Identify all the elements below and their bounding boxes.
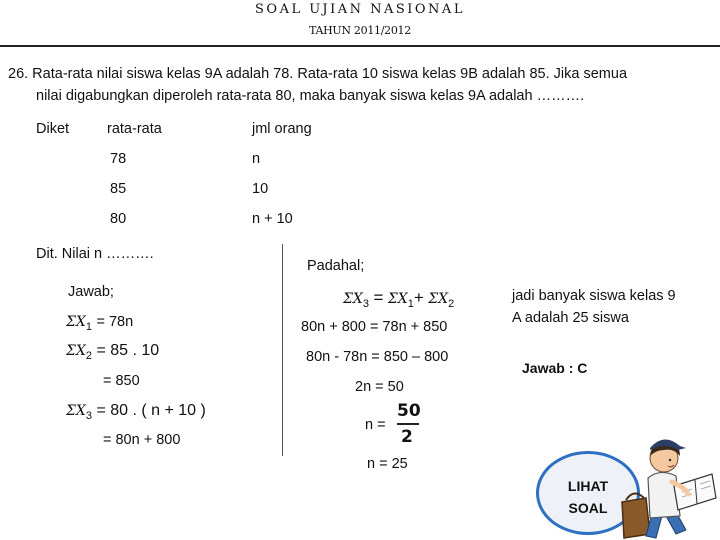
padahal-equation: $\Sigma X_3 = \Sigma X_1+ \Sigma X_2$ [343,288,455,310]
diket-row-2-avg: 85 [110,181,127,197]
padahal-step-2: 80n - 78n = 850 – 800 [306,349,449,365]
header-title: SOAL UJIAN NASIONAL [255,2,465,17]
jawab-label: Jawab; [68,284,114,300]
answer-text: Jawab : C [522,360,588,376]
fraction-denominator: 2 [401,427,413,447]
question-line-2: nilai digabungkan diperoleh rata-rata 80, maka banyak siswa kelas 9A adalah ………. [36,88,585,104]
sum-x-symbol: ΣX [66,314,86,330]
header-divider [0,45,720,47]
padahal-step-1: 80n + 800 = 78n + 850 [301,319,448,335]
student-reading-illustration [616,418,720,540]
question-line-1: 26. Rata-rata nilai siswa kelas 9A adalah 78. Rata-rata 10 siswa kelas 9B adalah 85. Jika semua [8,66,628,82]
fraction-bar [397,423,419,425]
diket-label: Diket [36,121,70,137]
lihat-soal-label-2: SOAL [568,500,608,516]
sum-x-symbol: ΣX [66,403,86,419]
fraction-numerator: 50 [397,401,421,421]
jawab-line-1: $\Sigma X_1 = 78n$ [66,314,134,333]
diket-header-count: jml orang [252,121,312,137]
column-divider [282,244,283,456]
lihat-soal-label-1: LIHAT [567,478,609,494]
ditanya-text: Dit. Nilai n ………. [36,246,154,262]
sum-x-symbol: ΣX [387,291,408,307]
diket-row-1-count: n [252,151,261,167]
conclusion-line-2: A adalah 25 siswa [512,310,629,326]
diket-row-2-count: 10 [252,181,269,197]
sum-x-symbol: ΣX [66,343,86,359]
padahal-label: Padahal; [307,258,365,274]
conclusion-line-1: jadi banyak siswa kelas 9 [512,288,676,304]
padahal-n-label: n = [365,417,386,433]
jawab-line-4: $\Sigma X_3 = 80$ . ( n + 10 ) [66,402,206,422]
diket-row-1-avg: 78 [110,151,127,167]
diket-row-3-count: n + 10 [252,211,293,227]
diket-header-avg: rata-rata [107,121,162,137]
padahal-step-final: n = 25 [367,456,408,472]
jawab-line-2: $\Sigma X_2 = 85$ . 10 [66,342,160,362]
jawab-line-3: = 850 [103,373,140,389]
padahal-step-3: 2n = 50 [355,379,404,395]
sum-x-symbol: ΣX [343,291,363,307]
header-subtitle: TAHUN 2011/2012 [309,24,411,37]
jawab-line-5: = 80n + 800 [103,432,181,448]
diket-row-3-avg: 80 [110,211,127,227]
sum-x-symbol: ΣX [428,291,449,307]
slide-header [0,0,720,46]
